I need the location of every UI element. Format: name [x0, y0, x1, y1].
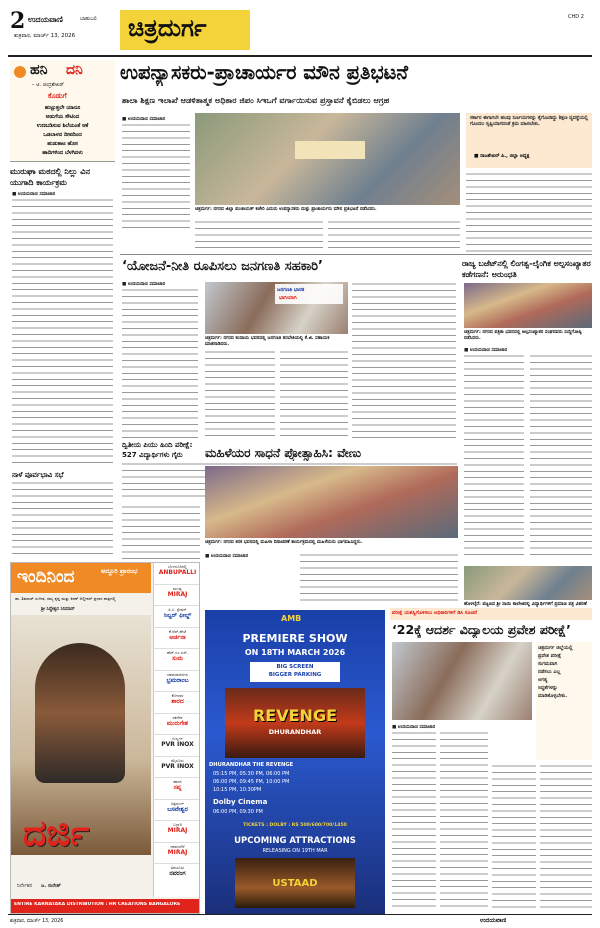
footer-date: ಶುಕ್ರವಾರ, ಮಾರ್ಚ್ 13, 2026	[10, 919, 64, 924]
section-title: ಚಿತ್ರದುರ್ಗ	[128, 14, 207, 42]
theatre-venue: PVR INOX	[161, 762, 194, 770]
census-body-col2	[205, 350, 275, 438]
film-ad	[10, 562, 200, 914]
poem-line: ಒಡಲಾಳದ ದೀಪದಿಂದ	[43, 132, 82, 138]
theatre-place: ತಿಪಟೂರು	[170, 865, 185, 870]
film-ad-title: ದರ್ಜಿ	[23, 813, 90, 854]
theatre-entry	[154, 563, 200, 585]
budget-headline: ರಾಜ್ಯ ಬಜೆಟ್‌ನಲ್ಲಿ ಲಿಂಗತ್ವ-ಲೈಂಗಿಕ ಅಲ್ಪಸಂಖ್ಯಾತರ ಕಡೆಗಣನೆ: ಅರುಂಧತಿ	[462, 259, 591, 279]
theatre-entry	[154, 864, 200, 886]
quote-line: ಸಿದ್ಧತೆಗಳನ್ನು	[538, 685, 558, 691]
census-body-col1	[122, 288, 198, 438]
school-side-quote	[536, 642, 592, 760]
theatre-place: ದಾವಣಗೆರೆ	[170, 843, 185, 849]
actor-figure	[35, 643, 125, 783]
census-rule	[120, 254, 592, 255]
film-ad-distribution: ENTIRE KARNATAKA DISTRIBUTION : HR CREATIONS BANGALORE	[14, 902, 181, 907]
right-small-photo	[464, 566, 592, 600]
theatre-venue: ಮುರುಗೇಶ	[166, 719, 189, 727]
theatre-place: ಚಿತ್ರದುರ್ಗ	[170, 800, 185, 806]
film-ad-producer: ಶ್ರೀ ಸಿದ್ಧೇಶ್ವರ ಸಿನಿಮಾಸ್	[41, 607, 75, 612]
census-caption: ಚಿತ್ರದುರ್ಗ: ನಗರದ ಕಂದಾಯ ಭವನದಲ್ಲಿ ಜನಗಣತಿ ತರಬೇತಿಯಲ್ಲಿ ಕೆ.ಜಿ. ಸಹಾಯಕ ಮಾತನಾಡಿದರು.	[205, 336, 330, 347]
theatre-venue: ಅರ್ಚನಾ	[169, 633, 186, 641]
lead-pullquote-by: ■ ರಾಜಶೇಖರ್ ಪಿ., ಜಿಲ್ಲಾ ಅಧ್ಯಕ್ಷ	[474, 154, 530, 159]
school-body-col4	[540, 764, 592, 909]
lead-body-col2	[195, 220, 323, 250]
school-byline: ■ ಉದಯವಾಣಿ ಸಮಾಚಾರ	[392, 725, 436, 730]
lead-pullquote-box	[466, 113, 592, 168]
census-banner-text-2: ಭಾಗಿಯಾಗಿ	[279, 295, 297, 301]
budget-body-col1	[464, 354, 524, 559]
theatre-place: ಸಕಲೇಶ	[172, 714, 183, 720]
hanidani-author: – ಟಿ. ಚಂದ್ರಶೇಖರ್	[32, 82, 64, 88]
theatre-venue: ANBUPALLI	[158, 569, 197, 576]
upcoming-release: RELEASING ON 19TH MAR	[262, 848, 328, 854]
film-ad-director: ಜ. ಸುರೇಶ್	[41, 883, 61, 889]
theatre-entry	[154, 800, 200, 822]
premiere-tickets: TICKETS : DOLBY : RS 500/600/700/1450	[243, 823, 347, 828]
hanidani-title-b: ದನಿ	[66, 62, 83, 78]
poem-line: ಹುಟ್ಟುತ್ತಲೇ ಯಾರೂ	[44, 105, 81, 111]
show-time: 06:00 PM, 09:30 PM	[213, 809, 263, 815]
premiere-revenge: REVENGE	[252, 706, 337, 725]
women-byline: ■ ಉದಯವಾಣಿ ಸಮಾಚಾರ	[205, 554, 249, 559]
theatre-venue: ಸಿಲ್ವರ್ ಫೀಲ್ಡ್	[163, 612, 192, 619]
lead-headline: ಉಪನ್ಯಾಸಕರು-ಪ್ರಾಚಾರ್ಯರ ಮೌನ ಪ್ರತಿಭಟನೆ	[120, 61, 409, 84]
theatre-entry	[154, 649, 200, 671]
lead-photo	[195, 113, 460, 205]
premiere-title: PREMIERE SHOW	[242, 632, 348, 645]
theatre-entry	[154, 692, 200, 714]
hanidani-subtitle: ಕೊಡುಗೆ	[48, 92, 67, 100]
women-headline: ಮಹಿಳೆಯರ ಸಾಧನೆ ಪ್ರೋತ್ಸಾಹಿಸಿ: ವೇಣು	[205, 446, 362, 460]
theatre-place: ಗುಲ್ಬರ್ಗ	[172, 736, 183, 741]
theatre-entry	[154, 628, 200, 650]
budget-byline: ■ ಉದಯವಾಣಿ ಸಮಾಚಾರ	[464, 348, 508, 353]
census-headline: ‘ಯೋಜನೆ-ನೀತಿ ರೂಪಿಸಲು ಜನಗಣತಿ ಸಹಕಾರಿ’	[122, 259, 323, 274]
theatre-entry	[154, 671, 200, 693]
right-small-caption: ಹೊಳಲ್ಕೆರೆ: ಪಟ್ಟಣದ ಶ್ರೀ ಸಾಯಿ ಕಾಲೇಜಿನಲ್ಲಿ ವಿದ್ಯಾರ್ಥಿಗಳಿಗೆ ಪ್ರಮಾಣ ಪತ್ರ ವಿತರಣೆ	[464, 602, 587, 607]
upcoming-title: UPCOMING ATTRACTIONS	[234, 836, 356, 846]
quote-line: ಸುಗಮವಾಗಿ	[538, 661, 558, 667]
theatre-place: ಮೈಸೂರು	[171, 757, 184, 763]
census-banner-text: ಜನಗಣತಿ ಭಾರತ	[277, 287, 305, 293]
quote-line: ಮಾಡಿಕೊಳ್ಳಬೇಕು.	[538, 693, 568, 699]
premiere-theatre-logo: AMB	[281, 614, 302, 623]
theatre-place: ಕೋಲಾರ	[171, 693, 184, 698]
film-ad-credits: ಡಾ. ಶಿವರಾಜ್ ಸಂಗೀತ, ರಮ್ಯ ಕೃಷ್ಣ ಮತ್ತು ಕಿರಣ್ ಆಲ್ದೀಪರ್ ಪ್ರಧಾನ ಪಾತ್ರದಲ್ಲಿ	[15, 596, 116, 601]
film-ad-top-a: ಇಂದಿನಿಂದ	[17, 567, 75, 587]
film-ad-director-label: ನಿರ್ದೇಶನ	[17, 884, 33, 889]
theatre-venue: ಸಪ್ನ	[173, 784, 182, 791]
school-headline: ‘22ಕ್ಕೆ ಆದರ್ಶ ವಿದ್ಯಾಲಯ ಪ್ರವೇಶ ಪರೀಕ್ಷೆ’	[392, 622, 571, 637]
quote-line: ಪ್ರವೇಶ ಪರೀಕ್ಷೆ	[538, 653, 562, 659]
hanidani-poem	[14, 104, 111, 158]
protest-banner	[295, 141, 365, 159]
theatre-venue: ಸುಮ	[172, 655, 183, 662]
footer-rule	[8, 914, 592, 915]
women-body-left	[122, 505, 200, 559]
school-photo	[392, 642, 532, 720]
theatre-entry	[154, 585, 200, 607]
theatre-entry	[154, 757, 200, 779]
page-number: 2	[10, 8, 26, 34]
budget-caption: ಚಿತ್ರದುರ್ಗ: ನಗರದ ಪತ್ರಿಕಾ ಭವನದಲ್ಲಿ ಅಲ್ಪಸಂಖ್ಯಾತರ ಸಂಘದವರು ಸುದ್ದಿಗೋಷ್ಠಿ ನಡೆಸಿದರು.	[464, 330, 582, 341]
left-story-section: ನಾಳೆ ಪೂರ್ವಭಾವಿ ಸಭೆ	[12, 471, 64, 479]
theatre-venue: ನವರಂಗ	[169, 870, 186, 877]
theatre-venue: MIRAJ	[167, 848, 188, 856]
school-body-col1	[392, 731, 436, 909]
census-body-col3	[280, 350, 348, 438]
left-story-body	[12, 198, 113, 468]
theatre-entry	[154, 821, 200, 843]
show-time: 05:15 PM, 05:30 PM, 06:00 PM	[213, 771, 290, 777]
lead-body-col4	[466, 172, 592, 252]
quote-line: ಅಗತ್ಯ	[538, 677, 548, 683]
school-body-col3	[492, 764, 536, 909]
big-screen-text: BIG SCREEN	[276, 664, 314, 670]
women-body-right	[300, 553, 458, 603]
lead-subheadline: ಶಾಲಾ ಶಿಕ್ಷಣ ಇಲಾಖೆ ಆಡಳಿತಾತ್ಮಕ ಅಧಿಕಾರ ಜಿಪಂ ಸಿಇಒಗೆ ವರ್ಗಾಯಿಸುವ ಪ್ರಸ್ತಾವನೆ ಕೈಬಿಡಲು ಆಗ್ರಹ	[122, 95, 390, 105]
theatre-venue: ಬಸವೇಶ್ವರ	[167, 805, 188, 813]
show-time: 06:00 PM, 09:45 PM, 10:00 PM	[213, 779, 290, 785]
paper-name: ಉದಯವಾಣಿ	[28, 15, 63, 24]
theatre-place: ಕೆ.ಆರ್.ಪೇಟೆ	[168, 628, 187, 634]
left-story-byline: ■ ಉದಯವಾಣಿ ಸಮಾಚಾರ	[12, 192, 56, 197]
women-caption: ಚಿತ್ರದುರ್ಗ: ನಗರದ ಕನಕ ಭವನದಲ್ಲಿ ಮಹಿಳಾ ದಿನಾಚರಣೆ ಕಾರ್ಯಕ್ರಮದಲ್ಲಿ ಮಹಿಳೆಯರು ಭಾಗವಹಿಸಿದ್ದರು.	[205, 540, 363, 545]
budget-body-col2	[530, 354, 592, 559]
exams-headline: ದ್ವಿತೀಯ ಪಿಯು ಹಿಂದಿ ಪರೀಕ್ಷೆ: 527 ವಿದ್ಯಾರ್ಥಿಗಳು ಗೈರು	[122, 441, 193, 459]
poem-line: ಉಣಬಡಿಸುವ ಶಿಲೆಯಂತೆ ಆಕೆ	[36, 123, 89, 129]
dolby-logo-text: Dolby Cinema	[213, 798, 268, 806]
theatre-venue: ಭ್ರಮರಾಂಬ	[166, 676, 189, 684]
census-byline: ■ ಉದಯವಾಣಿ ಸಮಾಚಾರ	[122, 282, 166, 287]
theatre-place: ಹಾಸನ	[173, 779, 182, 784]
show-time: 10:15 PM, 10:30PM	[213, 787, 262, 793]
poem-line: ಹಾದಿಗಳಿಂದ ಬೆಳಗಿದಳು	[42, 150, 83, 156]
left-story-body-2	[12, 481, 113, 559]
women-photo	[205, 466, 458, 538]
premiere-movie: DHURANDHAR	[268, 728, 322, 736]
theatre-list	[153, 563, 200, 897]
lead-body-col3	[328, 220, 460, 250]
school-body-col2	[440, 731, 488, 909]
poem-line: ಹುಡುಕಾಟ ಹೊಸ	[47, 141, 78, 147]
theatre-venue: PVR INOX	[161, 741, 194, 748]
theatre-entry	[154, 778, 200, 800]
premiere-date: ON 18TH MARCH 2026	[244, 648, 346, 657]
footer-paper: ಉದಯವಾಣಿ	[480, 917, 507, 924]
census-body-col4	[352, 282, 456, 438]
school-kicker: ಪರೀಕ್ಷೆ ಯಶಸ್ವಿಗೊಳಿಸಲು ಅಧಿಕಾರಿಗಳಿಗೆ ಡಿಸಿ ಸೂಚನೆ	[392, 610, 477, 616]
hanidani-box	[10, 60, 115, 162]
page-code: CHD 2	[568, 14, 584, 20]
lead-pullquote: ಸರ್ಕಾರ ಈಗಾಗಲೇ ಹಲವು ನಿರ್ಣಯಗಳನ್ನು ಕೈಗೊಂಡಿದ್ದು ಶಿಕ್ಷಣ ವ್ಯವಸ್ಥೆಯಲ್ಲಿ ಗೊಂದಲ ಸೃಷ್ಟಿಯಾಗದಂತೆ ಕ್ರಮ ವಹಿಸಬೇಕು.	[470, 116, 588, 127]
poem-line: ಅಡುಗೆಯ ಸೌಟಿಂದ	[45, 114, 80, 120]
masthead	[0, 0, 600, 57]
lead-body-col1	[122, 123, 190, 231]
bigger-parking-text: BIGGER PARKING	[268, 672, 322, 678]
upcoming-ustaad: USTAAD	[272, 878, 318, 889]
theatre-entry	[154, 843, 200, 865]
budget-photo	[464, 283, 592, 328]
masthead-rule	[8, 55, 592, 57]
hanidani-title-a: ಹನಿ	[30, 62, 48, 78]
theatre-entry	[154, 735, 200, 757]
theatre-venue: MIRAJ	[167, 827, 188, 834]
theatre-place: ಚಾಮರಾಜನಗರ	[167, 671, 188, 677]
film-ad-top-b: ಅದ್ದೂರಿ ಪ್ರಾರಂಭ	[101, 567, 138, 575]
theatre-entry	[154, 606, 200, 628]
lead-caption: ಚಿತ್ರದುರ್ಗ: ನಗರದ ಜಿಲ್ಲಾ ಪಂಚಾಯತ್ ಕಚೇರಿ ಎದುರು ಉಪನ್ಯಾಸಕರು ಮತ್ತು ಪ್ರಾಚಾರ್ಯರು ಮೌನ ಪ್ರತಿಭಟನೆ ನಡೆಸಿದರು.	[195, 207, 377, 212]
theatre-venue: MIRAJ	[167, 590, 188, 598]
edition-name: ಬಾಹುಬಲಿ	[80, 16, 97, 22]
theatre-place: ಪಿ.ಸಿ. ಸ್ಟೇಷನ್	[168, 607, 187, 612]
theatre-place: ಮಂಡ್ಯ	[173, 585, 182, 591]
quote-line: ಚಿತ್ರದುರ್ಗ ಜಿಲ್ಲೆಯಲ್ಲಿ	[538, 645, 573, 651]
issue-date: ಶುಕ್ರವಾರ, ಮಾರ್ಚ್ 13, 2026	[14, 33, 76, 39]
quote-line: ನಡೆಸಲು ಎಲ್ಲ	[538, 669, 561, 675]
hanidani-logo-icon	[14, 66, 26, 78]
theatre-place: ಹೆಚ್.ಎಂ.ಎಸ್.	[166, 650, 189, 655]
theatre-place: ಬೆಂಗಳೂರಿನಲ್ಲಿ	[168, 564, 187, 569]
theatre-place: ಬಳ್ಳಾರಿ	[173, 822, 182, 827]
premiere-movie-full: DHURANDHAR THE REVENGE	[209, 762, 294, 768]
theatre-entry	[154, 714, 200, 736]
census-photo	[205, 282, 348, 334]
theatre-venue: ಶಾರದ	[171, 698, 184, 705]
premiere-ad	[205, 610, 385, 915]
lead-byline: ■ ಉದಯವಾಣಿ ಸಮಾಚಾರ	[122, 117, 166, 122]
left-story-headline: ಮುರುಘಾ ಮಠದಲ್ಲಿ ನಿಲ್ಲು ವಿನ ಯುಗಾದಿ ಕಾರ್ಯಕ್ರಮ	[10, 167, 90, 187]
